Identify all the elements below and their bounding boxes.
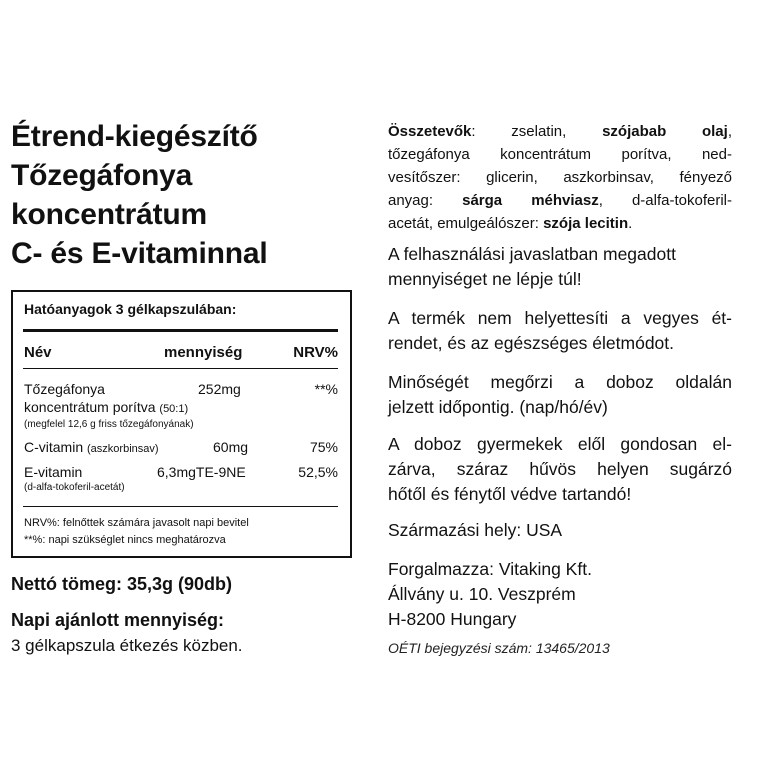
notice-line: rendet, és az egészséges életmódot. xyxy=(388,333,675,353)
storage-line: A doboz gyermekek elől gondosan el- xyxy=(388,434,732,454)
country-of-origin xyxy=(388,518,732,543)
row-name-with-qualifier xyxy=(24,439,159,455)
ingredients-line: tőzegáfonya koncentrátum porítva, ned- xyxy=(388,146,732,163)
daily-dose-heading: Napi ajánlott mennyiség: xyxy=(11,610,225,630)
row-qualifier: (50:1) xyxy=(159,403,189,415)
ingredients-label: Összetevők xyxy=(388,123,472,140)
column-header-name: Név xyxy=(24,344,52,361)
row-name: C-vitamin xyxy=(24,439,84,455)
ingredients-highlight: szója lecitin xyxy=(543,215,629,232)
row-nrv: **% xyxy=(314,381,338,397)
distributor-line: H-8200 Hungary xyxy=(388,609,517,629)
row-amount: 60mg xyxy=(213,439,249,455)
footnote-nrv: NRV%: felnőttek számára javasolt napi bevitel xyxy=(24,517,249,529)
notice-line: A termék nem helyettesíti a vegyes ét- xyxy=(388,308,732,328)
row-amount: 6,3mgTE-9NE xyxy=(157,464,246,480)
ingredients-line xyxy=(388,212,732,235)
ingredients-highlight: szójabab olaj xyxy=(602,123,728,140)
divider xyxy=(23,329,338,332)
table-heading: Hatóanyagok 3 gélkapszulában: xyxy=(24,301,237,317)
storage-line: hőtől és fénytől védve tartandó! xyxy=(388,484,632,504)
warning-line: A felhasználási javaslatban megadott xyxy=(388,244,676,264)
row-note: (d-alfa-tokoferil-acetát) xyxy=(24,482,125,493)
origin-line: Származási hely: USA xyxy=(388,520,563,540)
row-qualifier: (aszkorbinsav) xyxy=(87,443,159,455)
shelf-line: jelzett időpontig. (nap/hó/év) xyxy=(388,397,608,417)
table-header-row xyxy=(24,344,338,364)
warning-line: mennyiséget ne lépje túl! xyxy=(388,269,582,289)
diet-notice xyxy=(388,306,732,356)
title-line: Tőzegáfonya xyxy=(11,159,193,192)
ingredients-text: anyag: xyxy=(388,192,434,209)
distributor-line: Forgalmazza: Vitaking Kft. xyxy=(388,559,592,579)
ingredients-text: acetát, emulgeálószer: xyxy=(388,215,539,232)
daily-dose-value: 3 gélkapszula étkezés közben. xyxy=(11,636,243,655)
shelf-line: Minőségét megőrzi a doboz oldalán xyxy=(388,372,732,392)
row-amount: 252mg xyxy=(198,381,241,397)
row-name: E-vitamin xyxy=(24,464,83,480)
ingredients-text: : zselatin, xyxy=(471,123,567,140)
product-title xyxy=(11,117,371,273)
row-name-cont-text: koncentrátum porítva xyxy=(24,399,156,415)
column-header-amount: mennyiség xyxy=(164,344,243,361)
registration-number: OÉTI bejegyzési szám: 13465/2013 xyxy=(388,640,610,656)
best-before xyxy=(388,370,732,420)
distributor xyxy=(388,557,732,632)
storage-line: zárva, száraz hűvös helyen sugárzó xyxy=(388,459,732,479)
column-header-nrv: NRV% xyxy=(293,344,338,361)
row-note: (megfelel 12,6 g friss tőzegáfonyának) xyxy=(24,419,194,430)
storage-instructions xyxy=(388,432,732,507)
footnote-unspecified: **%: napi szükséglet nincs meghatározva xyxy=(24,534,226,546)
divider xyxy=(23,368,338,369)
distributor-line: Állvány u. 10. Veszprém xyxy=(388,584,576,604)
row-nrv: 52,5% xyxy=(298,464,338,480)
row-name: Tőzegáfonya xyxy=(24,381,105,397)
ingredients-block xyxy=(388,120,732,235)
row-name-continued xyxy=(24,399,188,415)
ingredients-text: , xyxy=(727,123,732,140)
active-ingredients-table xyxy=(11,290,352,558)
title-line: koncentrátum xyxy=(11,198,207,231)
net-weight: Nettó tömeg: 35,3g (90db) xyxy=(11,574,233,594)
divider xyxy=(23,506,338,507)
ingredients-text: . xyxy=(628,215,633,232)
ingredients-text: , d-alfa-tokoferil- xyxy=(598,192,732,209)
dosage-warning xyxy=(388,242,732,292)
row-nrv: 75% xyxy=(309,439,338,455)
title-line: Étrend-kiegészítő xyxy=(11,120,258,153)
title-line: C- és E-vitaminnal xyxy=(11,237,268,270)
ingredients-line xyxy=(388,120,732,143)
ingredients-highlight: sárga méhviasz xyxy=(462,192,599,209)
ingredients-line: vesítőszer: glicerin, aszkorbinsav, fényező xyxy=(388,169,732,186)
ingredients-line xyxy=(388,189,732,212)
